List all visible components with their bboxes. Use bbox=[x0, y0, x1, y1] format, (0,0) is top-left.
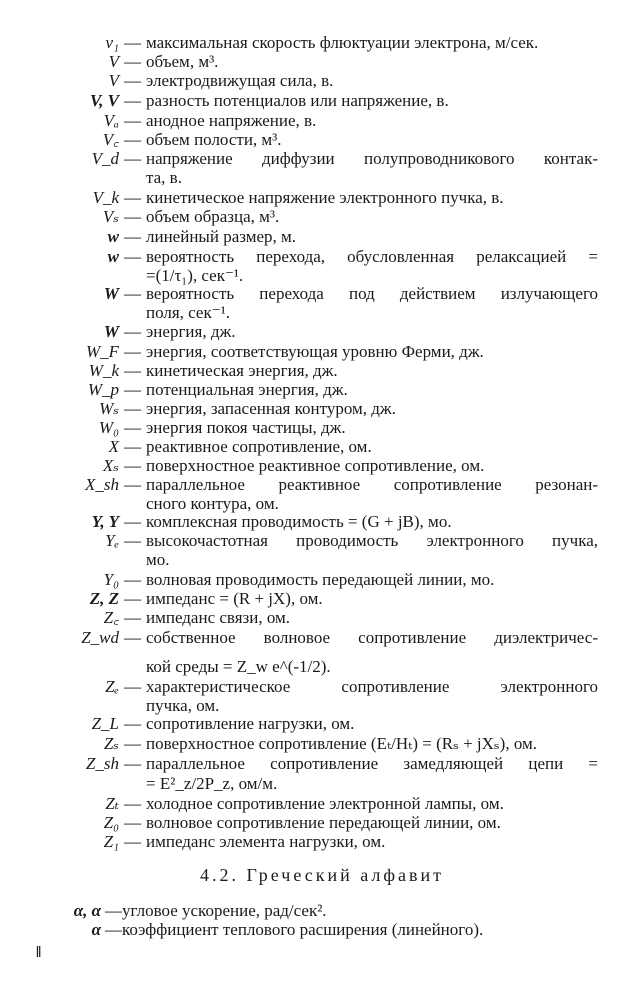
description: кинетическая энергия, дж. bbox=[146, 361, 338, 380]
dash: — bbox=[124, 456, 141, 475]
symbol: Zₑ bbox=[105, 677, 119, 696]
description: линейный размер, м. bbox=[146, 227, 297, 246]
description-continuation: =(1/τ₁), сек⁻¹. bbox=[146, 266, 244, 285]
dash: — bbox=[124, 399, 141, 418]
dash: — bbox=[124, 754, 141, 773]
description-continuation: мо. bbox=[146, 550, 170, 569]
dash: — bbox=[124, 570, 141, 589]
description: коэффициент теплового расширения (линейного). bbox=[122, 920, 484, 939]
description: энергия, запасенная контуром, дж. bbox=[146, 399, 396, 418]
symbol: Zₜ bbox=[105, 794, 119, 813]
description: реактивное сопротивление, ом. bbox=[146, 437, 372, 456]
description: импеданс связи, ом. bbox=[146, 608, 291, 627]
description-continuation: сного контура, ом. bbox=[146, 494, 279, 513]
description: объем полости, м³. bbox=[146, 130, 282, 149]
dash: — bbox=[124, 149, 141, 168]
dash: — bbox=[124, 322, 141, 341]
symbol: Yₑ bbox=[105, 531, 119, 550]
symbol: α, α bbox=[73, 901, 101, 920]
description: энергия, соответствующая уровню Ферми, дж. bbox=[146, 342, 484, 361]
description: параллельное реактивное сопротивление резонан- bbox=[146, 475, 598, 494]
dash: — bbox=[124, 380, 141, 399]
symbol: V꜀ bbox=[102, 130, 119, 149]
description: максимальная скорость флюктуации электрона, м/сек. bbox=[146, 33, 539, 52]
symbol: Vₛ bbox=[102, 207, 119, 226]
dash: — bbox=[124, 207, 141, 226]
dash: — bbox=[124, 418, 141, 437]
dash: — bbox=[124, 794, 141, 813]
description: волновое сопротивление передающей линии, ом. bbox=[146, 813, 501, 832]
dash: — bbox=[124, 227, 141, 246]
description: собственное волновое сопротивление диэлектричес- bbox=[146, 628, 598, 647]
symbol: v₁ bbox=[105, 33, 119, 52]
description: поверхностное сопротивление (Eₜ/Hₜ) = (Rₛ + jXₛ), ом. bbox=[146, 734, 537, 753]
symbol: W_k bbox=[88, 361, 119, 380]
description: электродвижущая сила, в. bbox=[146, 71, 334, 90]
dash: — bbox=[124, 589, 141, 608]
symbol: X bbox=[108, 437, 119, 456]
symbol: Vₐ bbox=[103, 111, 119, 130]
dash: — bbox=[124, 52, 141, 71]
symbol: Y₀ bbox=[103, 570, 119, 589]
symbol: W₀ bbox=[98, 418, 119, 437]
margin-mark: ǁ bbox=[36, 944, 42, 961]
dash: — bbox=[124, 677, 141, 696]
description: объем, м³. bbox=[146, 52, 219, 71]
dash: — bbox=[124, 71, 141, 90]
dash: — bbox=[124, 361, 141, 380]
dash: — bbox=[124, 111, 141, 130]
dash: — bbox=[124, 734, 141, 753]
description: анодное напряжение, в. bbox=[146, 111, 317, 130]
description-continuation: та, в. bbox=[146, 168, 182, 187]
symbol: w bbox=[107, 247, 119, 266]
symbol: w bbox=[107, 227, 119, 246]
dash: — bbox=[124, 832, 141, 851]
symbol: V_d bbox=[91, 149, 119, 168]
dash: — bbox=[124, 130, 141, 149]
symbol: V_k bbox=[92, 188, 119, 207]
symbol: Zₛ bbox=[103, 734, 119, 753]
description: комплексная проводимость = (G + jB), мо. bbox=[146, 512, 452, 531]
symbol: Z_L bbox=[91, 714, 119, 733]
dash: — bbox=[124, 33, 141, 52]
description: напряжение диффузии полупроводникового контак- bbox=[146, 149, 598, 168]
description-continuation: пучка, ом. bbox=[146, 696, 220, 715]
description: сопротивление нагрузки, ом. bbox=[146, 714, 355, 733]
symbol: Z꜀ bbox=[103, 608, 119, 627]
symbol: Wₛ bbox=[99, 399, 119, 418]
dash: — bbox=[124, 437, 141, 456]
description: энергия, дж. bbox=[146, 322, 236, 341]
dash: — bbox=[124, 284, 141, 303]
symbol: Z₀ bbox=[103, 813, 119, 832]
dash: — bbox=[124, 342, 141, 361]
dash: — bbox=[124, 608, 141, 627]
symbol: α bbox=[91, 920, 101, 939]
dash: — bbox=[124, 475, 141, 494]
description: высокочастотная проводимость электронного пучка, bbox=[146, 531, 598, 550]
symbol: Xₛ bbox=[102, 456, 119, 475]
symbol: V, V bbox=[90, 91, 119, 110]
dash: — bbox=[124, 247, 141, 266]
dash: — bbox=[105, 920, 122, 939]
description: кинетическое напряжение электронного пучка, в. bbox=[146, 188, 504, 207]
description-continuation: кой среды = Z_w e^(-1/2). bbox=[146, 657, 331, 676]
description: импеданс элемента нагрузки, ом. bbox=[146, 832, 386, 851]
symbol: W_F bbox=[85, 342, 119, 361]
symbol: Y, Y bbox=[91, 512, 119, 531]
symbol: X_sh bbox=[85, 475, 119, 494]
dash: — bbox=[124, 91, 141, 110]
section-heading: 4.2. Греческий алфавит bbox=[199, 865, 445, 885]
symbol: Z, Z bbox=[89, 589, 119, 608]
symbol: Z₁ bbox=[103, 832, 119, 851]
description-continuation: = E²_z/2P_z, ом/м. bbox=[146, 774, 278, 793]
dash: — bbox=[124, 512, 141, 531]
description: волновая проводимость передающей линии, мо. bbox=[146, 570, 495, 589]
description: вероятность перехода, обусловленная релаксацией = bbox=[146, 247, 598, 266]
description: вероятность перехода под действием излучающего bbox=[146, 284, 598, 303]
description-continuation: поля, сек⁻¹. bbox=[146, 303, 231, 322]
dash: — bbox=[124, 813, 141, 832]
dash: — bbox=[124, 531, 141, 550]
symbol: Z_sh bbox=[85, 754, 119, 773]
symbol: Z_wd bbox=[81, 628, 119, 647]
description: параллельное сопротивление замедляющей цепи = bbox=[146, 754, 598, 773]
description: потенциальная энергия, дж. bbox=[146, 380, 348, 399]
dash: — bbox=[124, 188, 141, 207]
description: импеданс = (R + jX), ом. bbox=[146, 589, 323, 608]
symbol: W_p bbox=[87, 380, 119, 399]
symbol: W bbox=[103, 322, 119, 341]
description: разность потенциалов или напряжение, в. bbox=[146, 91, 449, 110]
symbol: V bbox=[108, 52, 119, 71]
description: угловое ускорение, рад/сек². bbox=[122, 901, 327, 920]
dash: — bbox=[124, 714, 141, 733]
symbol: V bbox=[108, 71, 119, 90]
description: характеристическое сопротивление электронного bbox=[146, 677, 598, 696]
description: объем образца, м³. bbox=[146, 207, 280, 226]
description: энергия покоя частицы, дж. bbox=[146, 418, 346, 437]
description: холодное сопротивление электронной лампы, ом. bbox=[146, 794, 504, 813]
symbol: W bbox=[103, 284, 119, 303]
description: поверхностное реактивное сопротивление, ом. bbox=[146, 456, 485, 475]
dash: — bbox=[105, 901, 122, 920]
dash: — bbox=[124, 628, 141, 647]
